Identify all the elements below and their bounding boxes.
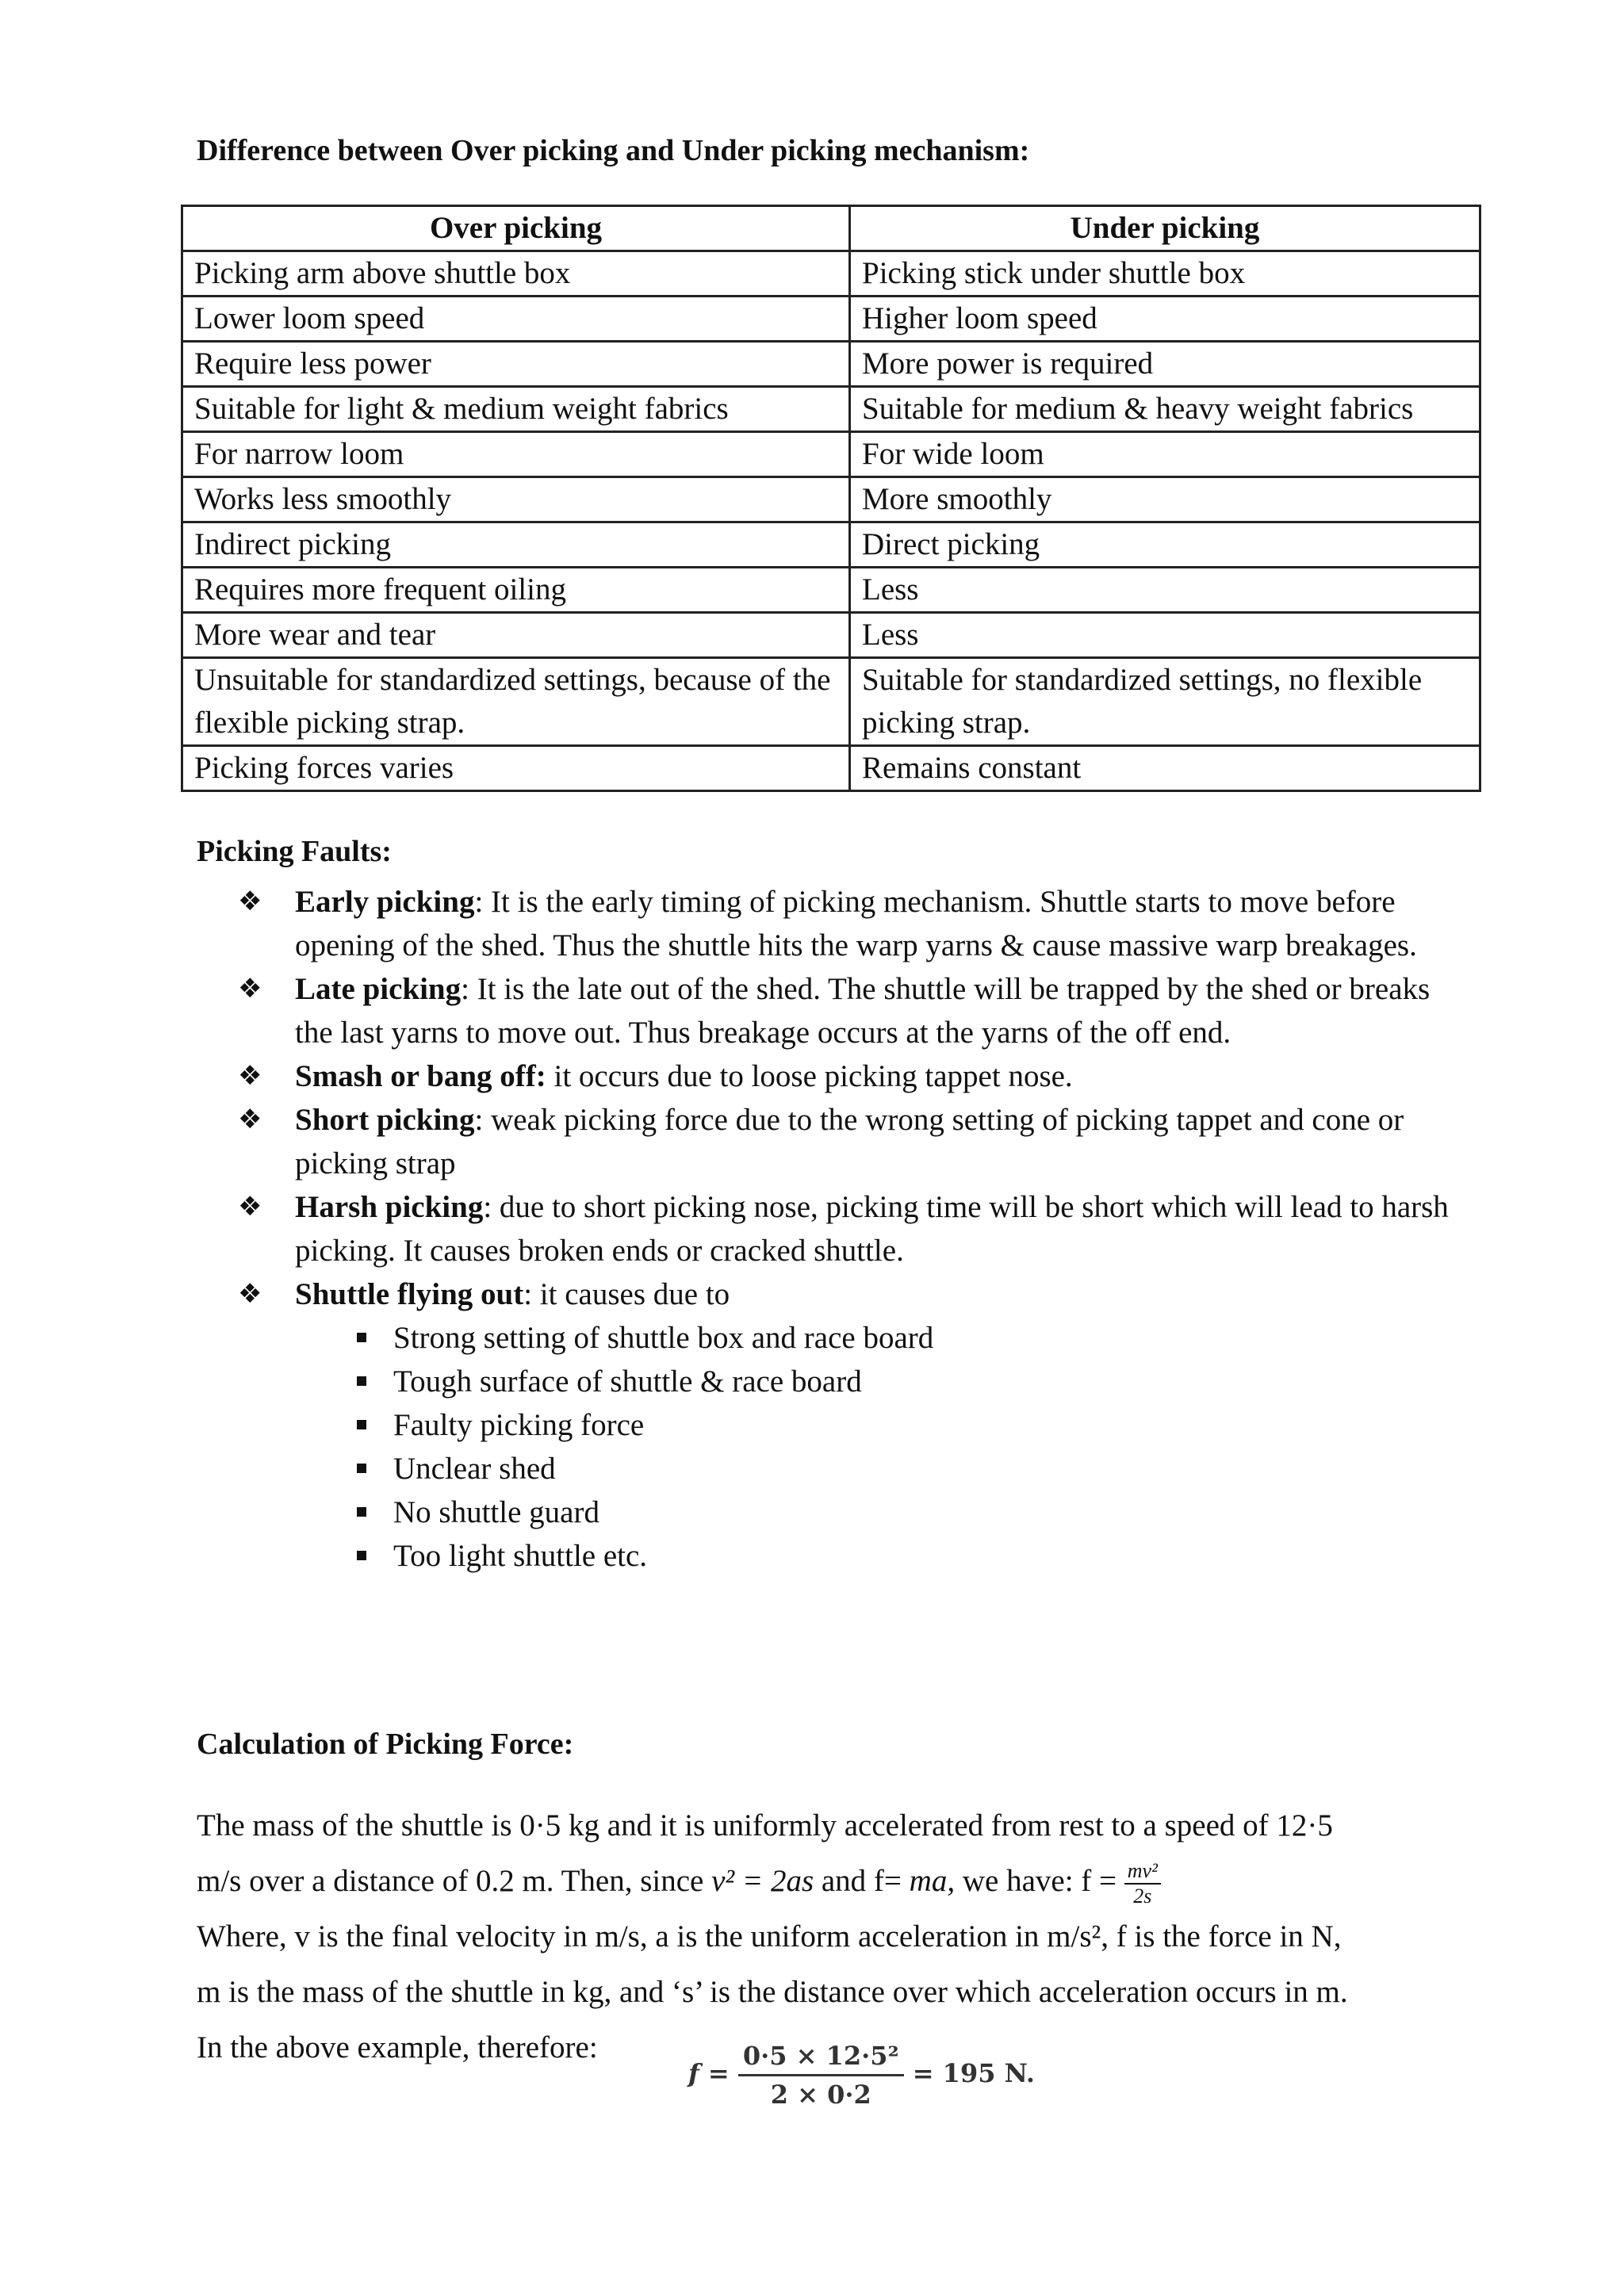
- sub-list-item: [238, 1360, 1475, 1403]
- cell-over-picking: Indirect picking: [182, 522, 850, 568]
- calculation-heading: Calculation of Picking Force:: [197, 1728, 574, 1761]
- fault-term: Harsh picking: [295, 1190, 484, 1224]
- cause-text: Faulty picking force: [393, 1408, 645, 1442]
- header-over-picking: Over picking: [182, 206, 850, 251]
- square-bullet-icon: [357, 1551, 366, 1560]
- difference-heading: Difference between Over picking and Under picking mechanism:: [197, 134, 1030, 167]
- calc-line-1: The mass of the shuttle is 0·5 kg and it is uniformly accelerated from rest to a speed of 12·5: [197, 1808, 1333, 1843]
- diamond-bullet-icon: ❖: [238, 973, 262, 1004]
- cell-under-picking: Suitable for medium & heavy weight fabrics: [850, 387, 1480, 432]
- cell-under-picking: Suitable for standardized settings, no flexible picking strap.: [850, 658, 1480, 746]
- table-row: [182, 297, 1480, 342]
- cell-under-picking: More smoothly: [850, 477, 1480, 522]
- fraction-denominator: 2s: [1133, 1885, 1152, 1908]
- fault-text: : weak picking force due to the wrong setting of picking tappet and cone or picking strap: [295, 1103, 1404, 1181]
- calc-line-2-text: m/s over a distance of 0.2 m. Then, since: [197, 1864, 712, 1898]
- table-row: [182, 568, 1480, 613]
- result-equation: [688, 2038, 1035, 2113]
- calc-line-5: In the above example, therefore:: [197, 2030, 598, 2064]
- table-row: [182, 387, 1480, 432]
- diamond-bullet-icon: ❖: [238, 1104, 262, 1135]
- fault-text: it occurs due to loose picking tappet nose.: [546, 1059, 1073, 1093]
- result-numerator: 0·5 × 12·5²: [738, 2038, 904, 2076]
- table-row: [182, 613, 1480, 658]
- cell-under-picking: More power is required: [850, 342, 1480, 387]
- cause-text: Unclear shed: [393, 1452, 556, 1486]
- list-item: [238, 1185, 1475, 1272]
- fault-text: : it causes due to: [523, 1277, 730, 1311]
- diamond-bullet-icon: ❖: [238, 1191, 262, 1223]
- calc-line-3: Where, v is the final velocity in m/s, a is the uniform acceleration in m/s², f is the force in N,: [197, 1919, 1342, 1954]
- cell-over-picking: Lower loom speed: [182, 297, 850, 342]
- calc-line-2-text-c: we have: f =: [955, 1864, 1124, 1898]
- fault-term: Smash or bang off:: [295, 1059, 546, 1093]
- calc-line-2-text-b: and f=: [814, 1864, 910, 1898]
- cell-over-picking: Requires more frequent oiling: [182, 568, 850, 613]
- fraction-numerator: mv²: [1124, 1859, 1161, 1885]
- cause-text: Tough surface of shuttle & race board: [393, 1364, 862, 1399]
- result-lhs: f =: [688, 2058, 730, 2088]
- result-denominator: 2 × 0·2: [770, 2080, 871, 2110]
- cell-under-picking: Picking stick under shuttle box: [850, 251, 1480, 297]
- sub-list-item: [238, 1316, 1475, 1360]
- comparison-table: [181, 205, 1481, 792]
- equation-ma: ma,: [909, 1864, 956, 1898]
- fault-term: Shuttle flying out: [295, 1277, 524, 1311]
- cell-over-picking: More wear and tear: [182, 613, 850, 658]
- cell-under-picking: Higher loom speed: [850, 297, 1480, 342]
- list-item: [238, 1054, 1475, 1098]
- result-fraction: [738, 2038, 904, 2113]
- cell-over-picking: Suitable for light & medium weight fabrics: [182, 387, 850, 432]
- table-row: [182, 432, 1480, 477]
- header-under-picking: Under picking: [850, 206, 1480, 251]
- result-rhs: = 195 N.: [912, 2058, 1035, 2088]
- square-bullet-icon: [357, 1376, 366, 1386]
- cell-over-picking: For narrow loom: [182, 432, 850, 477]
- cell-under-picking: Less: [850, 568, 1480, 613]
- square-bullet-icon: [357, 1507, 366, 1517]
- diamond-bullet-icon: ❖: [238, 1278, 262, 1310]
- list-item: [238, 1098, 1475, 1185]
- cause-text: Too light shuttle etc.: [393, 1539, 648, 1573]
- cause-text: Strong setting of shuttle box and race board: [393, 1321, 934, 1355]
- force-formula-fraction: [1124, 1859, 1161, 1908]
- fault-term: Short picking: [295, 1103, 475, 1137]
- fault-text: : It is the early timing of picking mechanism. Shuttle starts to move before opening of the shed. Thus the shuttle hits the warp yarns & cause massive warp breakages.: [295, 885, 1417, 962]
- list-item: [238, 880, 1475, 967]
- sub-list-item: [238, 1534, 1475, 1578]
- cell-over-picking: Works less smoothly: [182, 477, 850, 522]
- cell-under-picking: Remains constant: [850, 746, 1480, 791]
- list-item: [238, 1272, 1475, 1316]
- table-header-row: [182, 206, 1480, 251]
- equation-v2: v² = 2as: [711, 1864, 814, 1898]
- table-row: [182, 251, 1480, 297]
- cause-text: No shuttle guard: [393, 1495, 599, 1529]
- calculation-text: [197, 1798, 1434, 2076]
- square-bullet-icon: [357, 1333, 366, 1342]
- table-row: [182, 522, 1480, 568]
- table-row: [182, 658, 1480, 746]
- list-item: [238, 967, 1475, 1054]
- cell-over-picking: Picking arm above shuttle box: [182, 251, 850, 297]
- sub-list-item: [238, 1447, 1475, 1490]
- calc-line-4: m is the mass of the shuttle in kg, and ‘s’ is the distance over which acceleration occurs in m.: [197, 1975, 1348, 2009]
- cell-under-picking: For wide loom: [850, 432, 1480, 477]
- faults-list: [238, 880, 1475, 1578]
- calc-line-2: [197, 1854, 1434, 1909]
- sub-list-item: [238, 1490, 1475, 1534]
- table-row: [182, 342, 1480, 387]
- table-row: [182, 477, 1480, 522]
- cell-over-picking: Unsuitable for standardized settings, because of the flexible picking strap.: [182, 658, 850, 746]
- diamond-bullet-icon: ❖: [238, 1060, 262, 1092]
- square-bullet-icon: [357, 1420, 366, 1429]
- square-bullet-icon: [357, 1464, 366, 1473]
- diamond-bullet-icon: ❖: [238, 886, 262, 917]
- cell-over-picking: Require less power: [182, 342, 850, 387]
- sub-list-item: [238, 1403, 1475, 1447]
- faults-heading: Picking Faults:: [197, 835, 392, 868]
- cell-under-picking: Direct picking: [850, 522, 1480, 568]
- cell-under-picking: Less: [850, 613, 1480, 658]
- fault-term: Early picking: [295, 885, 475, 919]
- table-row: [182, 746, 1480, 791]
- cell-over-picking: Picking forces varies: [182, 746, 850, 791]
- fault-text: : It is the late out of the shed. The shuttle will be trapped by the shed or breaks the last yarns to move out. Thus breakage occurs at the yarns of the off end.: [295, 972, 1431, 1050]
- fault-text: : due to short picking nose, picking time will be short which will lead to harsh picking. It causes broken ends or cracked shuttle.: [295, 1190, 1449, 1268]
- fault-term: Late picking: [295, 972, 462, 1006]
